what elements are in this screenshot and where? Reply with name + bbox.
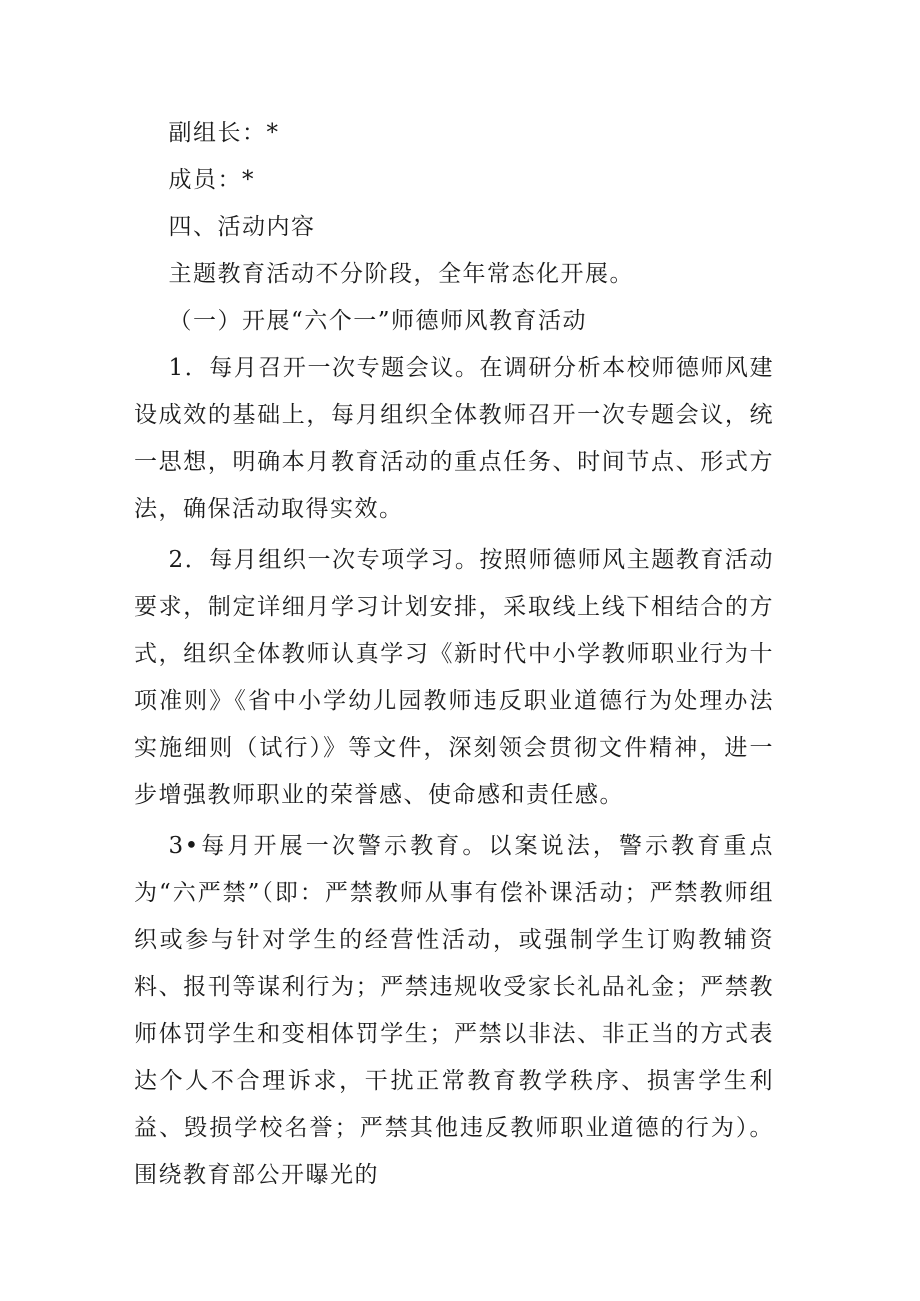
vice-leader-line: 副组长：* [168, 120, 280, 146]
item-3-paragraph: 3•每月开展一次警示教育。以案说法，警示教育重点为“六严禁”（即：严禁教师从事有偿补课活动；严禁教师组织或参与针对学生的经营性活动，或强制学生订购教辅资料、报刊等谋利行为；严禁违规收受家长礼品礼金；严禁教师体罚学生和变相体罚学生；严禁以非法、非正当的方式表达个人不合理诉求，干扰正常教育教学秩序、损害学生利益、毁损学校名誉；严禁其他违反教师职业道德的行为）。围绕教育部公开曝光的 [134, 833, 774, 1188]
document-body [134, 110, 774, 1199]
subheading-one: （一）开展“六个一”师德师风教育活动 [168, 308, 588, 334]
section-heading-four: 四、活动内容 [168, 214, 316, 240]
members-line: 成员：* [168, 167, 255, 193]
item-1-paragraph: 1．每月召开一次专题会议。在调研分析本校师德师风建设成效的基础上，每月组织全体教师召开一次专题会议，统一思想，明确本月教育活动的重点任务、时间节点、形式方法，确保活动取得实效。 [134, 355, 774, 522]
intro-paragraph: 主题教育活动不分阶段，全年常态化开展。 [168, 261, 634, 287]
item-2-paragraph: 2．每月组织一次专项学习。按照师德师风主题教育活动要求，制定详细月学习计划安排，采取线上线下相结合的方式，组织全体教师认真学习《新时代中小学教师职业行为十项准则》《省中小学幼儿园教师违反职业道德行为处理办法实施细则（试行）》等文件，深刻领会贯彻文件精神，进一步增强教师职业的荣誉感、使命感和责任感。 [134, 547, 774, 808]
